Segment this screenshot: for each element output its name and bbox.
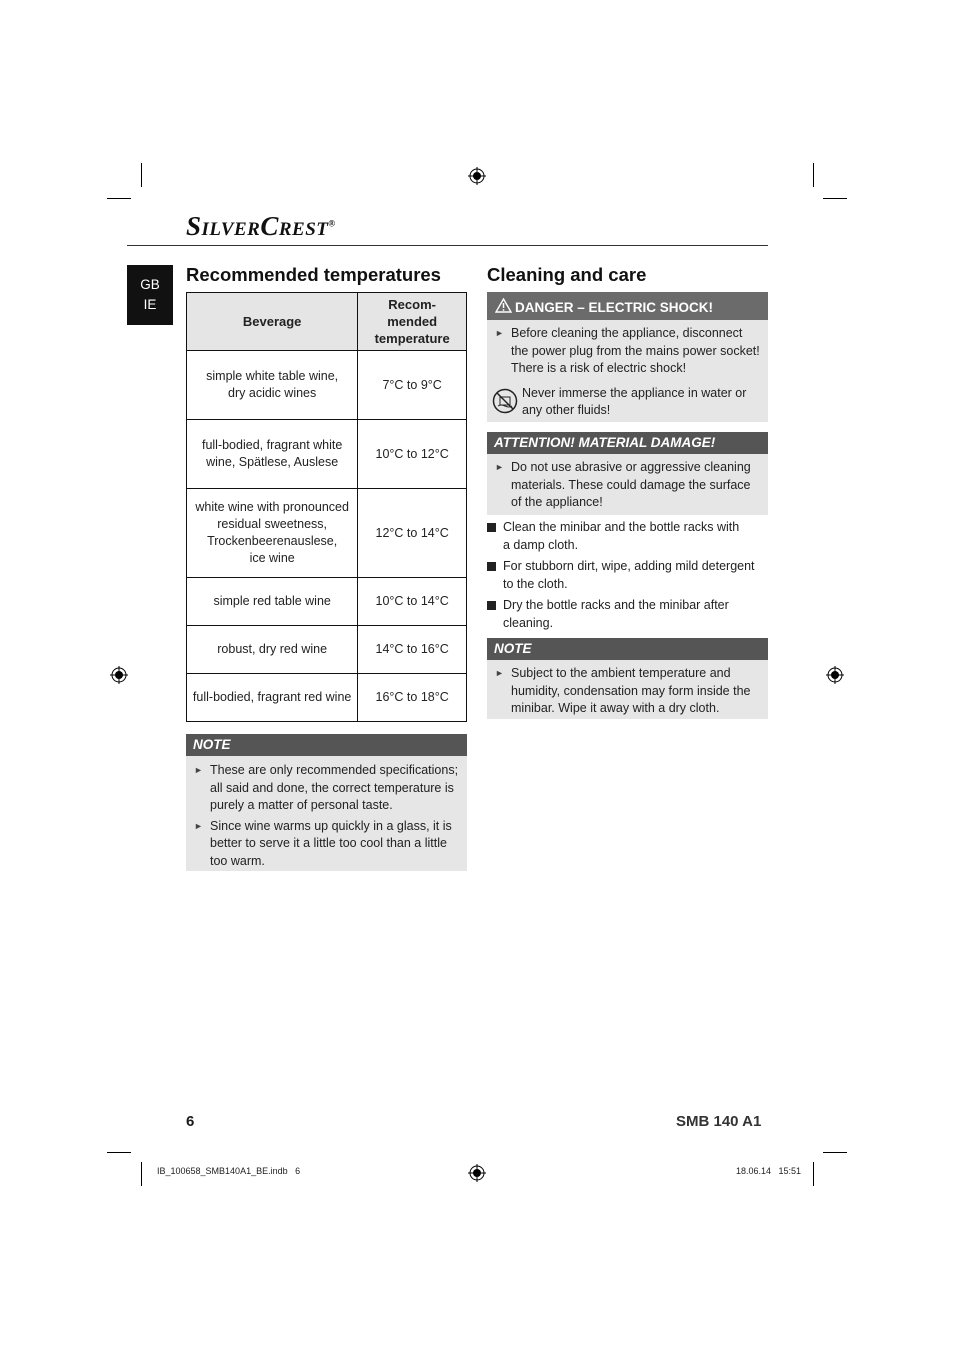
model-number: SMB 140 A1: [676, 1113, 762, 1130]
crop-mark: [107, 198, 131, 199]
beverage-cell: robust, dry red wine: [187, 626, 358, 674]
crop-mark: [141, 163, 142, 187]
arrow-bullet-icon: ►: [495, 462, 504, 472]
beverage-cell: full-bodied, fragrant white wine, Spätlese, Auslese: [187, 420, 358, 489]
note-box: [186, 734, 467, 871]
crop-mark: [813, 163, 814, 187]
no-water-immersion-icon: [492, 388, 518, 414]
registration-mark-icon: [826, 666, 844, 684]
prohibition-item: Never immerse the appliance in water or any other fluids!: [487, 385, 768, 420]
note-item: ► These are only recommended specifications; all said and done, the correct temperature is purely a matter of personal taste.: [194, 763, 459, 812]
temperature-cell: 16°C to 18°C: [358, 674, 467, 722]
temperature-cell: 12°C to 14°C: [358, 489, 467, 578]
crop-mark: [823, 1152, 847, 1153]
attention-heading: ATTENTION! MATERIAL DAMAGE!: [487, 432, 768, 454]
warning-triangle-icon: [495, 298, 512, 313]
temperature-cell: 7°C to 9°C: [358, 351, 467, 420]
arrow-bullet-icon: ►: [495, 668, 504, 678]
square-bullet-icon: [487, 601, 496, 610]
crop-mark: [813, 1162, 814, 1186]
square-bullet-icon: [487, 562, 496, 571]
cleaning-step: For stubborn dirt, wipe, adding mild detergent to the cloth.: [487, 558, 768, 593]
danger-heading: DANGER – ELECTRIC SHOCK!: [487, 292, 768, 320]
column-header: Beverage: [187, 293, 358, 351]
beverage-cell: simple red table wine: [187, 578, 358, 626]
note-heading: NOTE: [487, 638, 768, 660]
attention-box: [487, 432, 768, 515]
arrow-bullet-icon: ►: [194, 820, 203, 831]
table-row: [187, 578, 467, 626]
table-header-row: [187, 293, 467, 351]
print-slug-datetime: 18.06.14 15:51: [736, 1166, 802, 1176]
language-code: IE: [143, 297, 157, 312]
note-item: ► Since wine warms up quickly in a glass, it is better to serve it a little too cool than a little too warm.: [194, 818, 452, 868]
page-number: 6: [186, 1113, 195, 1130]
table-row: [187, 674, 467, 722]
crop-mark: [107, 1152, 131, 1153]
crop-mark: [141, 1162, 142, 1186]
note-box: [487, 638, 768, 719]
header-rule: [127, 245, 768, 246]
print-slug-file: IB_100658_SMB140A1_BE.indb 6: [157, 1166, 301, 1176]
arrow-bullet-icon: ►: [194, 765, 203, 775]
brand-logo: SILVERCREST®: [186, 211, 336, 241]
crop-mark: [823, 198, 847, 199]
attention-item: ► Do not use abrasive or aggressive cleaning materials. These could damage the surface of the appliance!: [495, 460, 751, 509]
note-item: ► Subject to the ambient temperature and humidity, condensation may form inside the minibar. Wipe it away with a dry cloth.: [495, 666, 751, 715]
language-code: GB: [140, 277, 160, 292]
table-row: [187, 626, 467, 674]
table-row: [187, 489, 467, 578]
section-title: Cleaning and care: [487, 264, 647, 285]
beverage-cell: white wine with pronounced residual sweetness, Trockenbeerenauslese, ice wine: [187, 489, 358, 578]
registration-mark-icon: [468, 1164, 486, 1182]
registration-mark-icon: [468, 167, 486, 185]
danger-item: ► Before cleaning the appliance, disconnect the power plug from the mains power socket! There is a risk of electric shock!: [495, 326, 760, 375]
language-tab: [127, 265, 173, 325]
temperature-cell: 14°C to 16°C: [358, 626, 467, 674]
cleaning-step: Clean the minibar and the bottle racks with a damp cloth.: [487, 519, 768, 554]
beverage-cell: full-bodied, fragrant red wine: [187, 674, 358, 722]
note-heading: NOTE: [186, 734, 467, 756]
temperature-table: [186, 292, 467, 722]
square-bullet-icon: [487, 523, 496, 532]
cleaning-step: Dry the bottle racks and the minibar after cleaning.: [487, 597, 768, 632]
temperature-cell: 10°C to 12°C: [358, 420, 467, 489]
section-title: Recommended temperatures: [186, 264, 441, 285]
column-header: Recom- mended temperature: [358, 293, 467, 351]
temperature-cell: 10°C to 14°C: [358, 578, 467, 626]
table-row: [187, 420, 467, 489]
beverage-cell: simple white table wine, dry acidic wines: [187, 351, 358, 420]
arrow-bullet-icon: ►: [495, 328, 504, 338]
registration-mark-icon: [110, 666, 128, 684]
table-row: [187, 351, 467, 420]
danger-box: [487, 292, 768, 422]
